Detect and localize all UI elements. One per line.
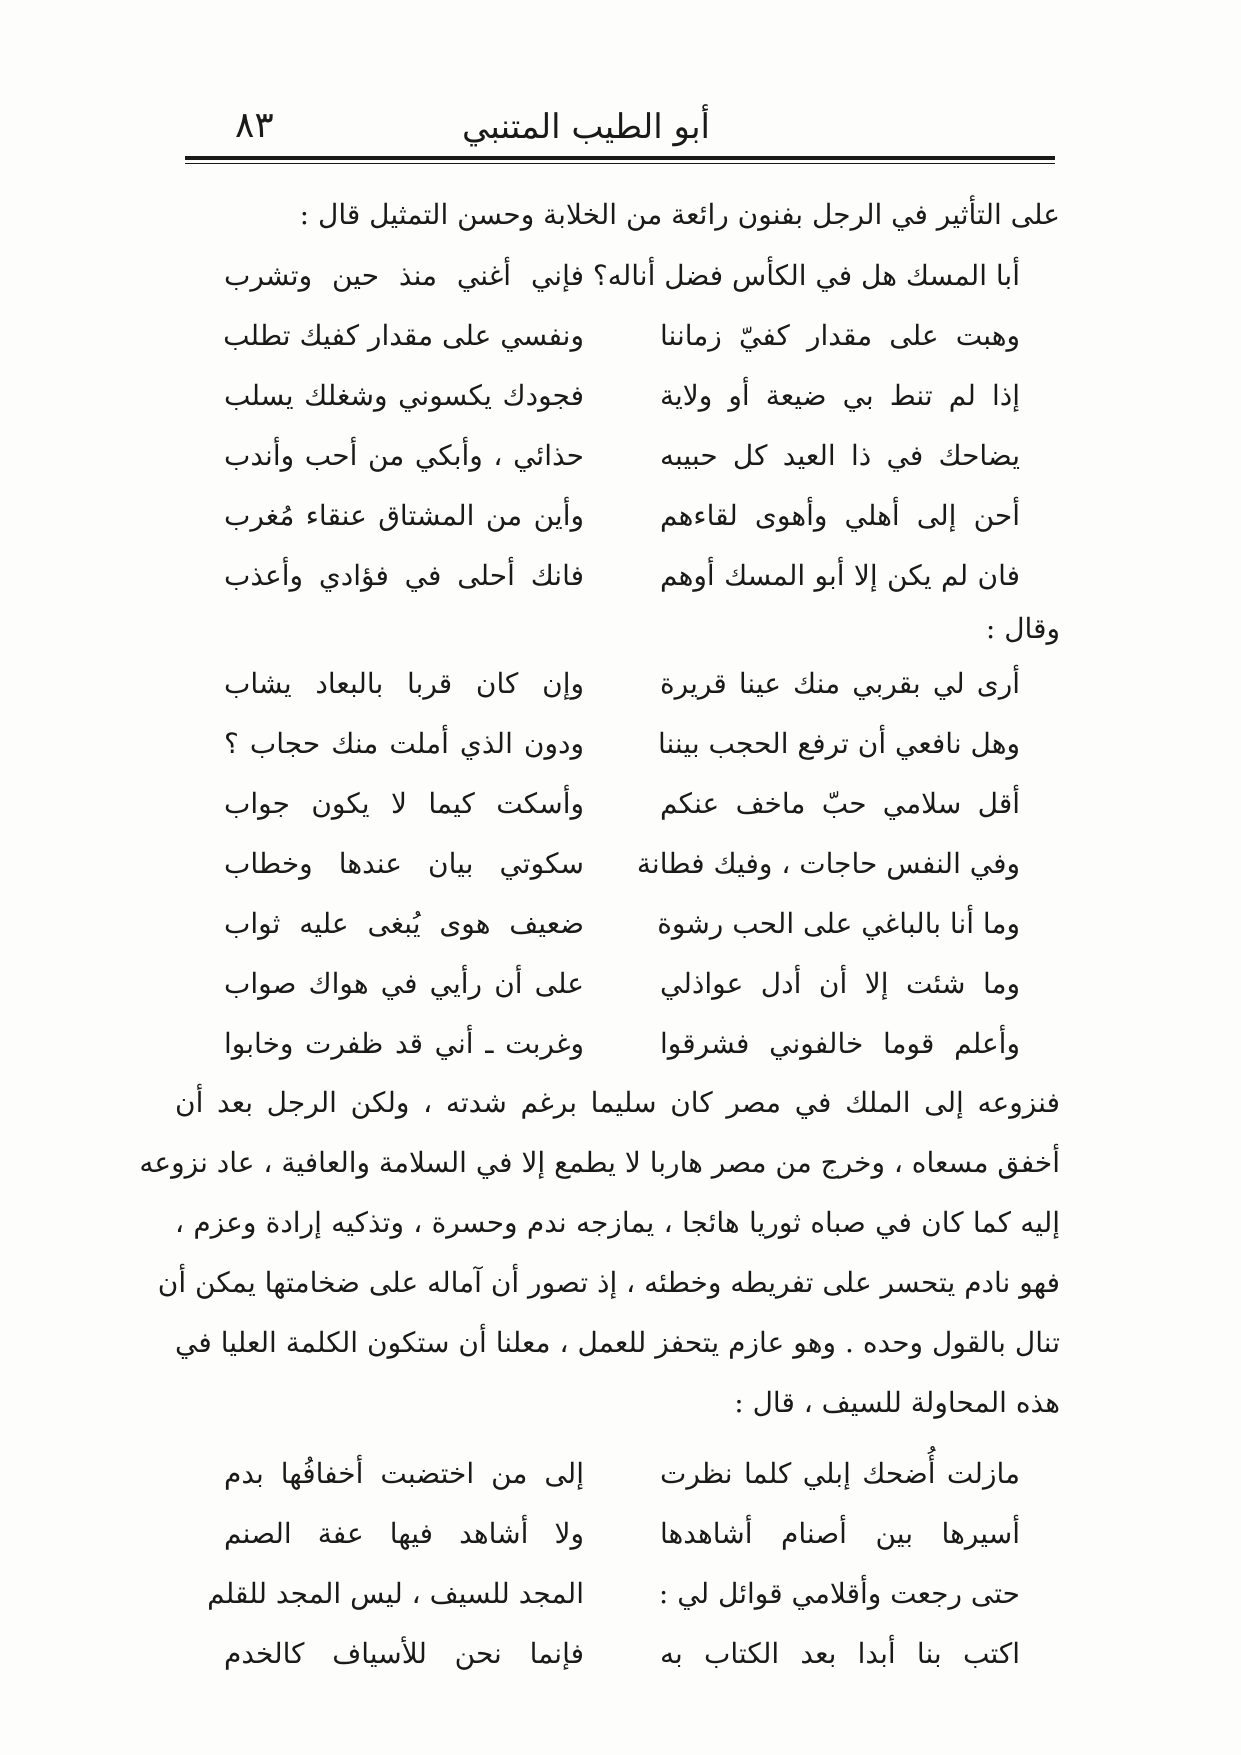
- first-hemistich: أرى لي بقربي منك عينا قريرة: [660, 666, 1020, 700]
- first-hemistich: وما أنا بالباغي على الحب رشوة: [657, 906, 1020, 940]
- verse-line: [175, 305, 1060, 365]
- first-hemistich: وأعلم قوما خالفوني فشرقوا: [660, 1026, 1020, 1060]
- second-hemistich: وغربت ـ أني قد ظفرت وخابوا: [224, 1026, 584, 1060]
- verse-line: [175, 713, 1060, 773]
- second-hemistich: فإني أغني منذ حين وتشرب: [224, 258, 584, 292]
- verse-line: [175, 1563, 1060, 1623]
- verse-line: [175, 1503, 1060, 1563]
- first-hemistich: أسيرها بين أصنام أشاهدها: [660, 1516, 1020, 1550]
- paragraph-line: أخفق مسعاه ، وخرج من مصر هاربا لا يطمع إلا في السلامة والعافية ، عاد نزوعه: [139, 1146, 1060, 1179]
- second-hemistich: فجودك يكسوني وشغلك يسلب: [224, 378, 584, 412]
- said-line: وقال :: [985, 612, 1060, 645]
- verse-line: [175, 425, 1060, 485]
- second-hemistich: فانك أحلى في فؤادي وأعذب: [224, 558, 584, 592]
- first-hemistich: وفي النفس حاجات ، وفيك فطانة: [636, 846, 1020, 880]
- first-hemistich: حتى رجعت وأقلامي قوائل لي :: [658, 1576, 1020, 1610]
- second-hemistich: وإن كان قربا بالبعاد يشاب: [224, 666, 584, 700]
- verse-line: [175, 365, 1060, 425]
- first-hemistich: أحن إلى أهلي وأهوى لقاءهم: [660, 498, 1020, 532]
- second-hemistich: وأين من المشتاق عنقاء مُغرب: [224, 498, 584, 532]
- poem-3: [175, 1443, 1060, 1683]
- first-hemistich: وهل نافعي أن ترفع الحجب بيننا: [657, 726, 1020, 760]
- second-hemistich: ونفسي على مقدار كفيك تطلب: [223, 318, 584, 352]
- poem-1: [175, 245, 1060, 605]
- verse-line: [175, 833, 1060, 893]
- second-hemistich: وأسكت كيما لا يكون جواب: [224, 786, 584, 820]
- page-header: [210, 95, 1055, 145]
- page-number: ٨٣: [235, 105, 274, 146]
- verse-line: [175, 545, 1060, 605]
- first-hemistich: إذا لم تنط بي ضيعة أو ولاية: [660, 378, 1020, 412]
- verse-line: [175, 245, 1060, 305]
- first-hemistich: فان لم يكن إلا أبو المسك أوهم: [660, 558, 1020, 592]
- second-hemistich: فإنما نحن للأسياف كالخدم: [224, 1636, 584, 1670]
- second-hemistich: سكوتي بيان عندها وخطاب: [224, 846, 584, 880]
- second-hemistich: المجد للسيف ، ليس المجد للقلم: [207, 1576, 584, 1610]
- first-hemistich: مازلت أُضحك إبلي كلما نظرت: [660, 1456, 1020, 1490]
- verse-line: [175, 1623, 1060, 1683]
- second-hemistich: ولا أشاهد فيها عفة الصنم: [224, 1516, 584, 1550]
- second-hemistich: على أن رأيي في هواك صواب: [224, 966, 584, 1000]
- running-title: أبو الطيب المتنبي: [461, 107, 710, 147]
- paragraph-line: تنال بالقول وحده . وهو عازم يتحفز للعمل ، معلنا أن ستكون الكلمة العليا في: [175, 1326, 1060, 1359]
- paragraph-line: هذه المحاولة للسيف ، قال :: [734, 1386, 1060, 1419]
- paragraph-line: فهو نادم يتحسر على تفريطه وخطئه ، إذ تصور أن آماله على ضخامتها يمكن أن: [157, 1266, 1060, 1299]
- verse-line: [175, 653, 1060, 713]
- verse-line: [175, 1013, 1060, 1073]
- second-hemistich: إلى من اختضبت أخفافُها بدم: [224, 1456, 584, 1490]
- first-hemistich: أقل سلامي حبّ ماخف عنكم: [660, 786, 1020, 820]
- first-hemistich: وهبت على مقدار كفيّ زماننا: [660, 318, 1020, 352]
- verse-line: [175, 893, 1060, 953]
- second-hemistich: ودون الذي أملت منك حجاب ؟: [224, 726, 584, 760]
- spacer: [175, 1433, 1060, 1443]
- verse-line: [175, 773, 1060, 833]
- header-rule-thin: [185, 163, 1055, 164]
- verse-line: [175, 953, 1060, 1013]
- paragraph-line: فنزوعه إلى الملك في مصر كان سليما برغم شدته ، ولكن الرجل بعد أن: [175, 1086, 1060, 1119]
- first-hemistich: وما شئت إلا أن أدل عواذلي: [660, 966, 1020, 1000]
- paragraph-line: إليه كما كان في صباه ثوريا هائجا ، يمازجه ندم وحسرة ، وتذكيه إرادة وعزم ،: [175, 1206, 1060, 1239]
- first-hemistich: يضاحك في ذا العيد كل حبيبه: [660, 438, 1020, 472]
- page-body: [139, 185, 1060, 1683]
- first-hemistich: أبا المسك هل في الكأس فضل أناله؟: [592, 258, 1020, 292]
- verse-line: [175, 1443, 1060, 1503]
- intro-line: على التأثير في الرجل بفنون رائعة من الخلابة وحسن التمثيل قال :: [299, 198, 1060, 231]
- second-hemistich: حذائي ، وأبكي من أحب وأندب: [224, 438, 584, 472]
- prose-paragraph: [139, 1073, 1060, 1433]
- second-hemistich: ضعيف هوى يُبغى عليه ثواب: [224, 906, 584, 940]
- header-rule-thick: [185, 156, 1055, 160]
- poem-2: [175, 653, 1060, 1073]
- first-hemistich: اكتب بنا أبدا بعد الكتاب به: [660, 1636, 1020, 1670]
- verse-line: [175, 485, 1060, 545]
